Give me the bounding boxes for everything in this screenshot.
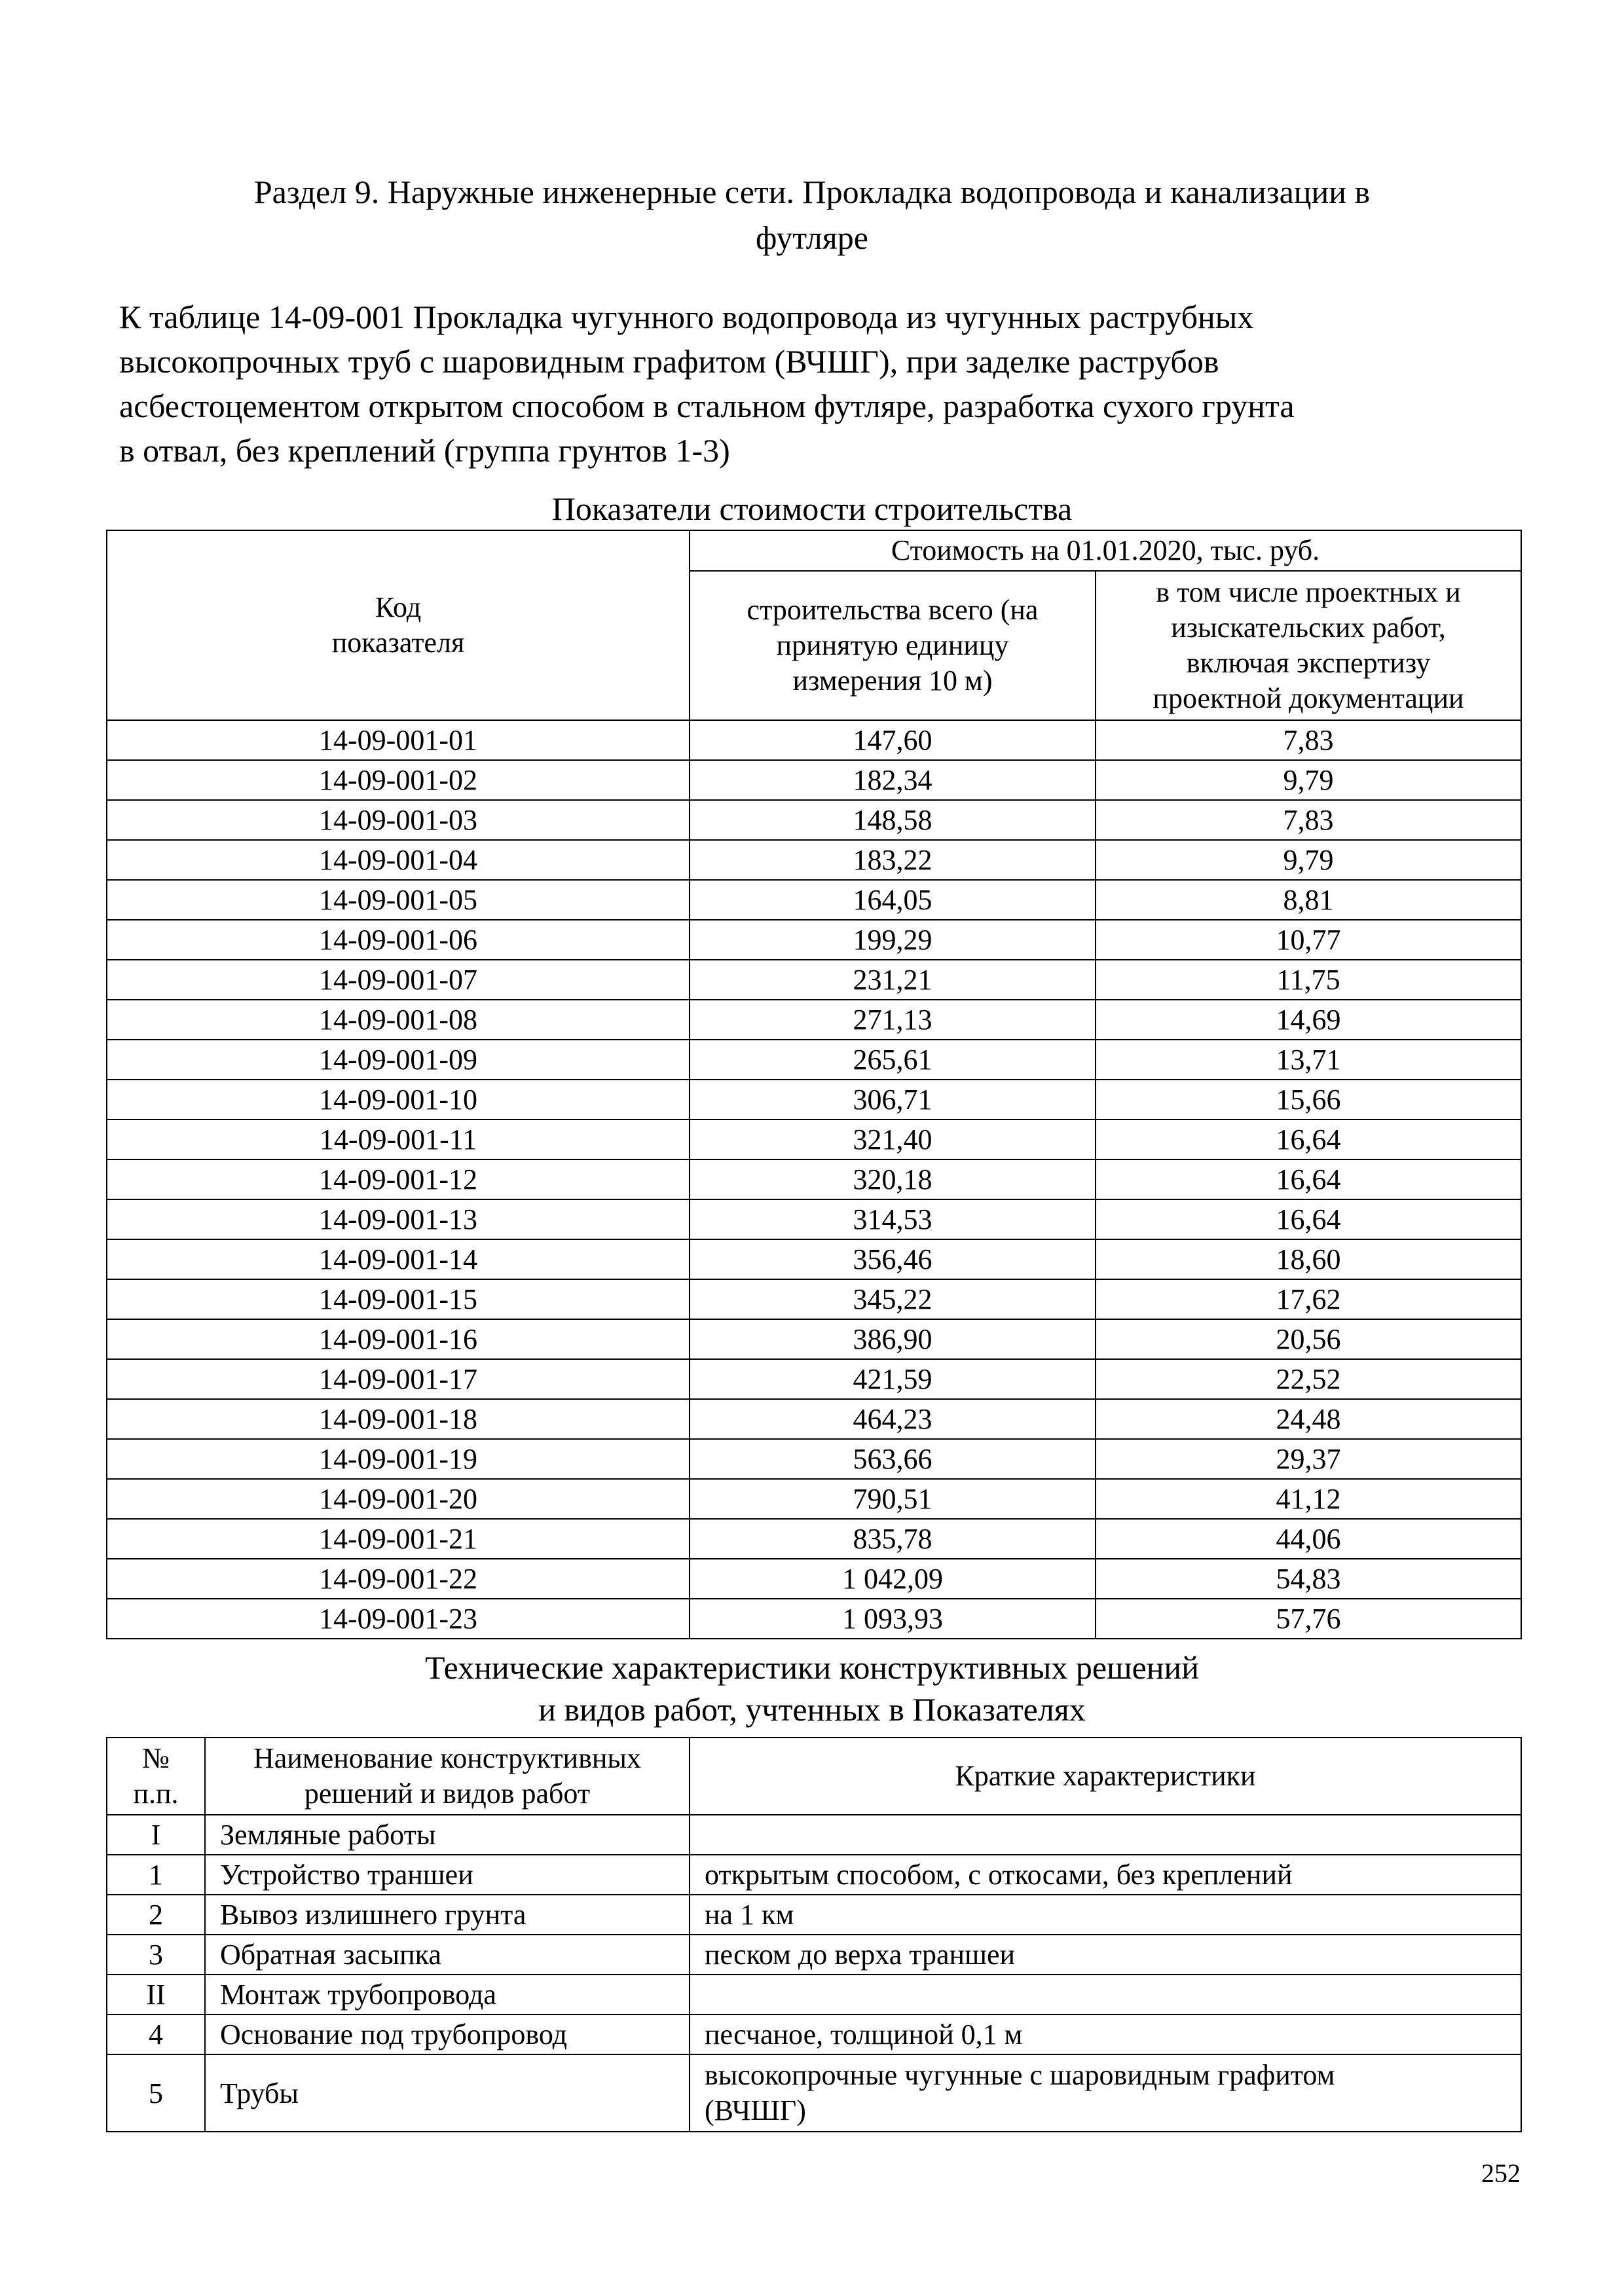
cell-design: 44,06 bbox=[1096, 1519, 1521, 1559]
cell-total: 835,78 bbox=[690, 1519, 1096, 1559]
table-row bbox=[107, 840, 1521, 880]
header-code-line-1: Код bbox=[375, 591, 422, 623]
cell-design: 16,64 bbox=[1096, 1159, 1521, 1199]
header-code-line-2: показателя bbox=[331, 627, 465, 659]
cell-total: 306,71 bbox=[690, 1080, 1096, 1120]
cost-table-caption: Показатели стоимости строительства bbox=[551, 490, 1073, 527]
table-row bbox=[107, 800, 1521, 840]
table-row bbox=[107, 1599, 1521, 1639]
table-row bbox=[107, 1399, 1521, 1439]
cell-total: 271,13 bbox=[690, 1000, 1096, 1040]
table-row bbox=[107, 1359, 1521, 1399]
cell-design: 13,71 bbox=[1096, 1040, 1521, 1080]
cell-name: Трубы bbox=[205, 2054, 690, 2132]
cell-name: Обратная засыпка bbox=[205, 1935, 690, 1975]
cell-description bbox=[690, 1815, 1521, 1855]
cell-code: 14-09-001-23 bbox=[107, 1599, 690, 1639]
cell-description bbox=[690, 1975, 1521, 2014]
cell-code: 14-09-001-08 bbox=[107, 1000, 690, 1040]
table-row bbox=[107, 1239, 1521, 1279]
cell-code: 14-09-001-19 bbox=[107, 1439, 690, 1479]
table-row bbox=[107, 2054, 1521, 2132]
header-name bbox=[205, 1738, 690, 1815]
table-reference-paragraph bbox=[119, 295, 1521, 473]
header-total-cost bbox=[690, 571, 1096, 720]
intro-line-4: в отвал, без креплений (группа грунтов 1-3) bbox=[119, 432, 730, 469]
table-row bbox=[107, 2014, 1521, 2054]
cell-design: 7,83 bbox=[1096, 800, 1521, 840]
cell-design: 14,69 bbox=[1096, 1000, 1521, 1040]
technical-characteristics-table bbox=[106, 1737, 1522, 2132]
cell-code: 14-09-001-16 bbox=[107, 1319, 690, 1359]
tech-table-caption bbox=[105, 1647, 1519, 1730]
cell-total: 183,22 bbox=[690, 840, 1096, 880]
cell-description: песчаное, толщиной 0,1 м bbox=[690, 2014, 1521, 2054]
cell-code: 14-09-001-07 bbox=[107, 960, 690, 1000]
page-number: 252 bbox=[1481, 2159, 1521, 2188]
header-design-line-1: в том числе проектных и bbox=[1156, 576, 1461, 608]
cell-design: 16,64 bbox=[1096, 1199, 1521, 1239]
table-row bbox=[107, 1855, 1521, 1895]
header-design-line-4: проектной документации bbox=[1153, 682, 1464, 714]
section-title-line-2: футляре bbox=[756, 219, 868, 256]
table-row bbox=[107, 760, 1521, 800]
table-row bbox=[107, 1975, 1521, 2014]
cell-design: 41,12 bbox=[1096, 1479, 1521, 1519]
cell-total: 345,22 bbox=[690, 1279, 1096, 1319]
table-row bbox=[107, 880, 1521, 920]
header-total-line-2: принятую единицу bbox=[776, 629, 1009, 661]
header-description: Краткие характеристики bbox=[690, 1738, 1521, 1815]
cell-description-line-2: (ВЧШГ) bbox=[705, 2094, 806, 2126]
section-title bbox=[105, 169, 1519, 261]
cell-total: 421,59 bbox=[690, 1359, 1096, 1399]
cell-code: 14-09-001-14 bbox=[107, 1239, 690, 1279]
cell-description-line-1: высокопрочные чугунные с шаровидным графитом bbox=[705, 2059, 1335, 2091]
cell-total: 182,34 bbox=[690, 760, 1096, 800]
cell-description: на 1 км bbox=[690, 1895, 1521, 1935]
tech-caption-line-2: и видов работ, учтенных в Показателях bbox=[538, 1691, 1086, 1728]
cell-design: 20,56 bbox=[1096, 1319, 1521, 1359]
cell-number: II bbox=[107, 1975, 205, 2014]
table-row bbox=[107, 1000, 1521, 1040]
cell-design: 29,37 bbox=[1096, 1439, 1521, 1479]
header-total-line-3: измерения 10 м) bbox=[792, 665, 993, 697]
cell-design: 9,79 bbox=[1096, 760, 1521, 800]
table-row bbox=[107, 1319, 1521, 1359]
table-row bbox=[107, 920, 1521, 960]
header-number bbox=[107, 1738, 205, 1815]
cell-design: 16,64 bbox=[1096, 1120, 1521, 1159]
intro-line-1: К таблице 14-09-001 Прокладка чугунного водопровода из чугунных раструбных bbox=[119, 299, 1254, 335]
table-row bbox=[107, 1815, 1521, 1855]
cell-code: 14-09-001-06 bbox=[107, 920, 690, 960]
cell-total: 1 042,09 bbox=[690, 1559, 1096, 1599]
cell-design: 18,60 bbox=[1096, 1239, 1521, 1279]
header-number-line-1: № bbox=[142, 1742, 170, 1774]
header-cost-group: Стоимость на 01.01.2020, тыс. руб. bbox=[690, 530, 1521, 571]
tech-caption-line-1: Технические характеристики конструктивных решений bbox=[424, 1649, 1200, 1686]
cell-total: 356,46 bbox=[690, 1239, 1096, 1279]
table-row bbox=[107, 1080, 1521, 1120]
cell-description: песком до верха траншеи bbox=[690, 1935, 1521, 1975]
header-name-line-1: Наименование конструктивных bbox=[253, 1742, 641, 1774]
section-title-line-1: Раздел 9. Наружные инженерные сети. Прокладка водопровода и канализации в bbox=[253, 173, 1371, 210]
cell-design: 54,83 bbox=[1096, 1559, 1521, 1599]
intro-line-3: асбестоцементом открытом способом в стальном футляре, разработка сухого грунта bbox=[119, 388, 1295, 424]
cell-name: Вывоз излишнего грунта bbox=[205, 1895, 690, 1935]
cell-description bbox=[690, 2054, 1521, 2132]
cell-design: 8,81 bbox=[1096, 880, 1521, 920]
cell-design: 7,83 bbox=[1096, 720, 1521, 760]
cell-total: 164,05 bbox=[690, 880, 1096, 920]
header-design-line-2: изыскательских работ, bbox=[1171, 611, 1446, 644]
cell-code: 14-09-001-21 bbox=[107, 1519, 690, 1559]
cell-total: 320,18 bbox=[690, 1159, 1096, 1199]
table-row bbox=[107, 1120, 1521, 1159]
cell-total: 563,66 bbox=[690, 1439, 1096, 1479]
cell-code: 14-09-001-05 bbox=[107, 880, 690, 920]
cell-description: открытым способом, с откосами, без креплений bbox=[690, 1855, 1521, 1895]
cell-design: 22,52 bbox=[1096, 1359, 1521, 1399]
cell-code: 14-09-001-01 bbox=[107, 720, 690, 760]
cell-code: 14-09-001-03 bbox=[107, 800, 690, 840]
intro-line-2: высокопрочных труб с шаровидным графитом (ВЧШГ), при заделке раструбов bbox=[119, 343, 1219, 380]
cell-code: 14-09-001-13 bbox=[107, 1199, 690, 1239]
cell-number: 1 bbox=[107, 1855, 205, 1895]
table-row bbox=[107, 1159, 1521, 1199]
cell-total: 231,21 bbox=[690, 960, 1096, 1000]
header-total-line-1: строительства всего (на bbox=[747, 594, 1039, 626]
table-row bbox=[107, 1519, 1521, 1559]
cell-number: 5 bbox=[107, 2054, 205, 2132]
cell-code: 14-09-001-17 bbox=[107, 1359, 690, 1399]
cell-code: 14-09-001-11 bbox=[107, 1120, 690, 1159]
cell-name: Основание под трубопровод bbox=[205, 2014, 690, 2054]
table-row bbox=[107, 1479, 1521, 1519]
cell-name: Монтаж трубопровода bbox=[205, 1975, 690, 2014]
table-row bbox=[107, 720, 1521, 760]
table-row bbox=[107, 1279, 1521, 1319]
cell-total: 314,53 bbox=[690, 1199, 1096, 1239]
cell-total: 1 093,93 bbox=[690, 1599, 1096, 1639]
cost-indicators-table bbox=[106, 530, 1522, 1639]
table-row bbox=[107, 1895, 1521, 1935]
table-row bbox=[107, 1199, 1521, 1239]
cell-name: Земляные работы bbox=[205, 1815, 690, 1855]
cell-total: 321,40 bbox=[690, 1120, 1096, 1159]
cell-design: 9,79 bbox=[1096, 840, 1521, 880]
cell-total: 199,29 bbox=[690, 920, 1096, 960]
cell-name: Устройство траншеи bbox=[205, 1855, 690, 1895]
cell-total: 148,58 bbox=[690, 800, 1096, 840]
cell-design: 24,48 bbox=[1096, 1399, 1521, 1439]
header-code bbox=[107, 530, 690, 720]
cell-number: 4 bbox=[107, 2014, 205, 2054]
table-row bbox=[107, 1935, 1521, 1975]
header-design-line-3: включая экспертизу bbox=[1186, 647, 1431, 679]
cell-code: 14-09-001-10 bbox=[107, 1080, 690, 1120]
cell-design: 11,75 bbox=[1096, 960, 1521, 1000]
cell-code: 14-09-001-04 bbox=[107, 840, 690, 880]
cell-number: I bbox=[107, 1815, 205, 1855]
cell-code: 14-09-001-09 bbox=[107, 1040, 690, 1080]
cell-design: 10,77 bbox=[1096, 920, 1521, 960]
cell-code: 14-09-001-18 bbox=[107, 1399, 690, 1439]
cell-code: 14-09-001-20 bbox=[107, 1479, 690, 1519]
cell-total: 147,60 bbox=[690, 720, 1096, 760]
cell-total: 464,23 bbox=[690, 1399, 1096, 1439]
table-row bbox=[107, 960, 1521, 1000]
cell-number: 2 bbox=[107, 1895, 205, 1935]
table-row bbox=[107, 1559, 1521, 1599]
cell-code: 14-09-001-22 bbox=[107, 1559, 690, 1599]
cell-design: 15,66 bbox=[1096, 1080, 1521, 1120]
header-number-line-2: п.п. bbox=[133, 1777, 179, 1810]
cell-total: 790,51 bbox=[690, 1479, 1096, 1519]
cell-design: 57,76 bbox=[1096, 1599, 1521, 1639]
cell-total: 386,90 bbox=[690, 1319, 1096, 1359]
header-name-line-2: решений и видов работ bbox=[304, 1777, 591, 1810]
cell-code: 14-09-001-12 bbox=[107, 1159, 690, 1199]
cell-code: 14-09-001-15 bbox=[107, 1279, 690, 1319]
table-row bbox=[107, 1040, 1521, 1080]
cell-total: 265,61 bbox=[690, 1040, 1096, 1080]
cell-number: 3 bbox=[107, 1935, 205, 1975]
cell-code: 14-09-001-02 bbox=[107, 760, 690, 800]
header-design-cost bbox=[1096, 571, 1521, 720]
table-row bbox=[107, 1439, 1521, 1479]
cell-design: 17,62 bbox=[1096, 1279, 1521, 1319]
